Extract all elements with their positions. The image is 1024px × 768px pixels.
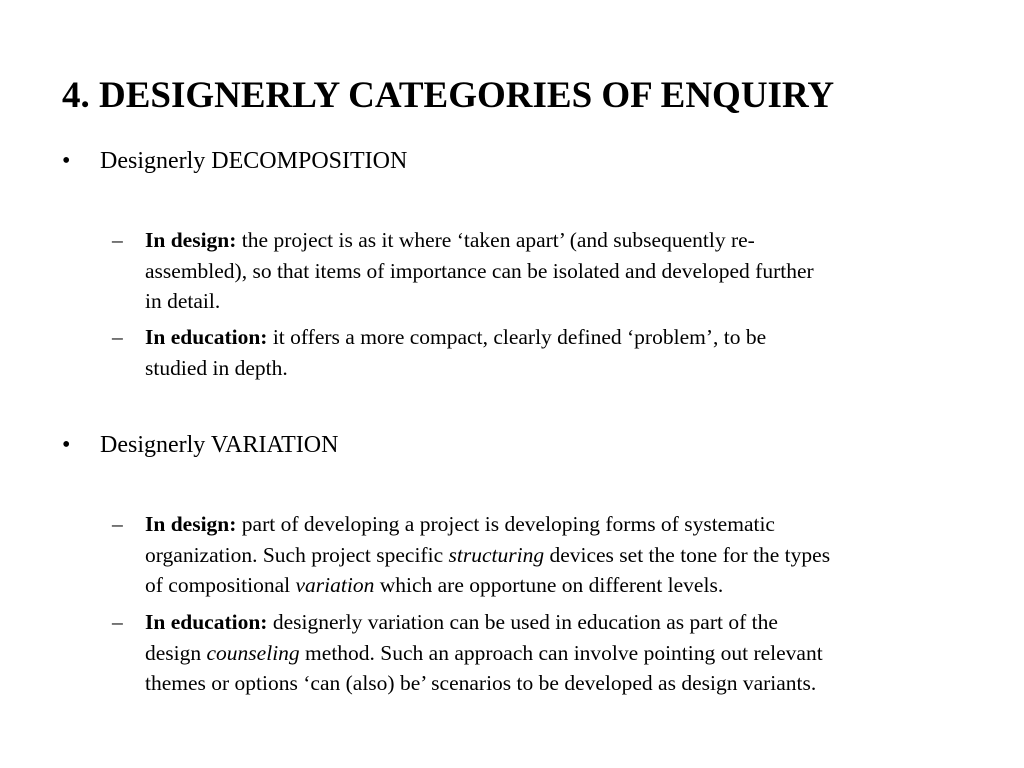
sub-item-emphasis: variation	[295, 573, 375, 597]
sub-item-line	[145, 225, 972, 256]
sub-item-line: themes or options ‘can (also) be’ scenarios to be developed as design variants.	[145, 671, 817, 695]
sub-item-label: In design:	[145, 512, 237, 536]
sub-item-line	[145, 322, 972, 353]
dash-marker: –	[112, 325, 123, 349]
sub-item-text: organization. Such project specific	[145, 542, 449, 567]
sub-item-emphasis: structuring	[448, 542, 545, 567]
sub-item-line	[145, 570, 972, 601]
sub-item-line	[145, 509, 972, 540]
bullet-heading: Designerly DECOMPOSITION	[100, 148, 408, 174]
sub-item-emphasis: counseling	[206, 640, 300, 665]
sub-item-body	[145, 322, 972, 383]
sub-item-line	[145, 540, 972, 571]
sub-item-text: devices set the tone for the types	[544, 542, 831, 567]
bullet-marker: •	[62, 432, 71, 458]
sub-item-line: assembled), so that items of importance can be isolated and developed further	[145, 258, 814, 283]
slide-title: 4. DESIGNERLY CATEGORIES OF ENQUIRY	[62, 75, 835, 116]
sub-item-body	[145, 607, 972, 699]
sub-item-text: designerly variation can be used in education as part of the	[267, 610, 778, 634]
dash-marker: –	[112, 610, 123, 634]
sub-item-text: design	[145, 640, 207, 665]
sub-item-label: In education:	[145, 325, 268, 349]
sub-item-label: In education:	[145, 610, 268, 634]
sub-item-body	[145, 509, 972, 601]
sub-item-text: part of developing a project is developing forms of systematic	[236, 512, 775, 536]
sub-item-line	[145, 638, 972, 669]
sub-item-body	[145, 225, 972, 317]
sub-item-text: the project is as it where ‘taken apart’ (and subsequently re-	[236, 228, 755, 252]
bullet-heading: Designerly VARIATION	[100, 432, 339, 458]
sub-item-text: it offers a more compact, clearly defined ‘problem’, to be	[267, 325, 767, 349]
sub-item-line	[145, 607, 972, 638]
sub-item-line: in detail.	[145, 289, 221, 313]
bullet-marker: •	[62, 148, 71, 174]
dash-marker: –	[112, 228, 123, 252]
sub-item-text: which are opportune on different levels.	[374, 573, 724, 597]
dash-marker: –	[112, 512, 123, 536]
sub-item-text: of compositional	[145, 573, 296, 597]
sub-item-label: In design:	[145, 228, 237, 252]
sub-item-line: studied in depth.	[145, 355, 288, 380]
sub-item-text: method. Such an approach can involve pointing out relevant	[299, 640, 823, 665]
